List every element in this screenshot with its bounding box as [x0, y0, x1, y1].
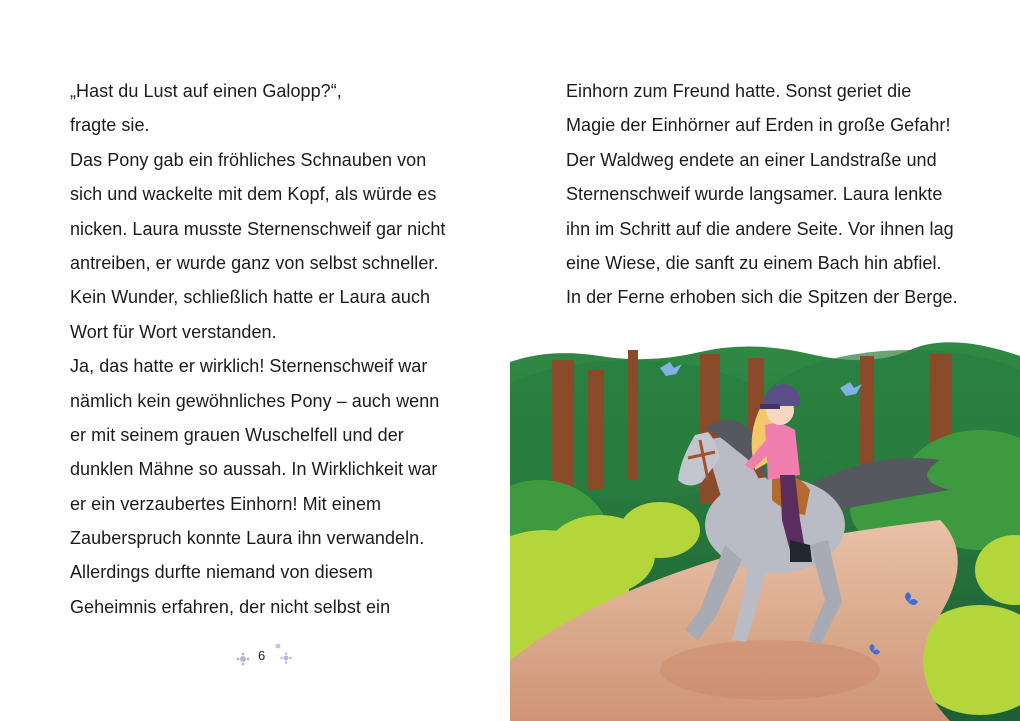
text-line: sich und wackelte mit dem Kopf, als würde es: [70, 184, 437, 205]
text-line: Kein Wunder, schließlich hatte er Laura auch: [70, 287, 431, 308]
page-number-area: [236, 646, 296, 668]
text-line: Der Waldweg endete an einer Landstraße und: [566, 149, 937, 170]
text-line: Das Pony gab ein fröhliches Schnauben von: [70, 149, 427, 170]
sparkle-icon: [236, 652, 250, 666]
text-line: „Hast du Lust auf einen Galopp?“,: [70, 81, 342, 101]
text-line: Sternenschweif wurde langsamer. Laura lenkte: [566, 184, 943, 205]
text-line: In der Ferne erhoben sich die Spitzen der Berge.: [566, 287, 958, 308]
text-line: Wort für Wort verstanden.: [70, 321, 277, 342]
left-text-column: [70, 74, 490, 624]
text-line: Geheimnis erfahren, der nicht selbst ein: [70, 596, 391, 617]
sparkle-icon: [280, 652, 292, 664]
sparkle-icon: [274, 642, 282, 650]
text-line: eine Wiese, die sanft zu einem Bach hin abfiel.: [566, 252, 942, 273]
text-line: Zauberspruch konnte Laura ihn verwandeln.: [70, 528, 425, 549]
text-line: dunklen Mähne so aussah. In Wirklichkeit war: [70, 459, 438, 480]
text-line: er ein verzaubertes Einhorn! Mit einem: [70, 493, 382, 514]
text-line: nämlich kein gewöhnliches Pony – auch wenn: [70, 390, 440, 411]
text-line: Ja, das hatte er wirklich! Sternenschweif war: [70, 356, 428, 377]
text-line: Einhorn zum Freund hatte. Sonst geriet die: [566, 81, 912, 101]
text-line: Allerdings durfte niemand von diesem: [70, 562, 373, 583]
text-line: er mit seinem grauen Wuschelfell und der: [70, 424, 404, 445]
text-line: ihn im Schritt auf die andere Seite. Vor ihnen lag: [566, 218, 954, 239]
text-line: Magie der Einhörner auf Erden in große Gefahr!: [566, 115, 951, 136]
text-line: fragte sie.: [70, 115, 150, 136]
right-text-column: [566, 74, 986, 315]
text-line: nicken. Laura musste Sternenschweif gar nicht: [70, 218, 446, 239]
pony-riding-illustration: [510, 340, 1020, 721]
text-line: antreiben, er wurde ganz von selbst schneller.: [70, 252, 439, 273]
page-number: 6: [258, 648, 266, 663]
